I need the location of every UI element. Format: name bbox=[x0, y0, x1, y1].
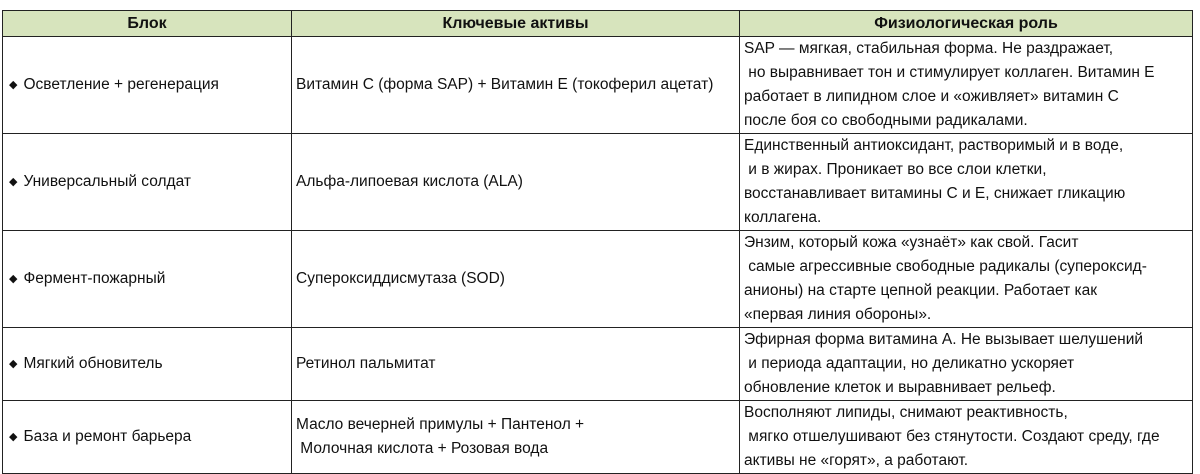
role-line: восстанавливает витамины C и E, снижает гликацию bbox=[744, 185, 1126, 202]
block-label: Осветление + регенерация bbox=[23, 75, 219, 93]
diamond-bullet-icon: ◆ bbox=[9, 272, 18, 285]
role-line: и в жирах. Проникает во все слои клетки, bbox=[744, 161, 1047, 178]
role-line: SAP — мягкая, стабильная форма. Не раздражает, bbox=[744, 40, 1114, 57]
assets-cell bbox=[292, 401, 740, 474]
role-cell bbox=[740, 328, 1193, 401]
table-row bbox=[3, 134, 1193, 231]
header-role: Физиологическая роль bbox=[740, 11, 1193, 37]
assets-line: Альфа-липоевая кислота (ALA) bbox=[296, 173, 523, 190]
block-cell bbox=[3, 401, 292, 474]
block-cell bbox=[3, 134, 292, 231]
info-table bbox=[2, 10, 1193, 474]
role-line: и периода адаптации, но деликатно ускоряет bbox=[744, 355, 1075, 372]
block-cell bbox=[3, 328, 292, 401]
role-line: обновление клеток и выравнивает рельеф. bbox=[744, 379, 1056, 396]
role-line: «первая линия обороны». bbox=[744, 306, 932, 323]
assets-line: Молочная кислота + Розовая вода bbox=[296, 440, 549, 457]
role-line: Восполняют липиды, снимают реактивность, bbox=[744, 404, 1068, 421]
assets-line: Ретинол пальмитат bbox=[296, 355, 436, 372]
diamond-bullet-icon: ◆ bbox=[9, 430, 18, 443]
assets-cell bbox=[292, 134, 740, 231]
diamond-bullet-icon: ◆ bbox=[9, 78, 18, 91]
header-assets: Ключевые активы bbox=[292, 11, 740, 37]
role-line: мягко отшелушивают без стянутости. Создают среду, где bbox=[744, 428, 1160, 445]
table-row bbox=[3, 37, 1193, 134]
diamond-bullet-icon: ◆ bbox=[9, 357, 18, 370]
diamond-bullet-icon: ◆ bbox=[9, 175, 18, 188]
assets-cell bbox=[292, 328, 740, 401]
block-label: Фермент-пожарный bbox=[23, 269, 166, 287]
assets-line: Витамин C (форма SAP) + Витамин Е (токоферил ацетат) bbox=[296, 76, 714, 93]
role-cell bbox=[740, 401, 1193, 474]
assets-line: Супероксиддисмутаза (SOD) bbox=[296, 270, 505, 287]
block-label: База и ремонт барьера bbox=[23, 427, 192, 445]
block-cell bbox=[3, 37, 292, 134]
role-line: работает в липидном слое и «оживляет» витамин C bbox=[744, 88, 1119, 105]
role-line: после боя со свободными радикалами. bbox=[744, 112, 1028, 129]
role-cell bbox=[740, 134, 1193, 231]
header-block: Блок bbox=[3, 11, 292, 37]
table-row bbox=[3, 231, 1193, 328]
assets-cell bbox=[292, 37, 740, 134]
role-line: Эфирная форма витамина А. Не вызывает шелушений bbox=[744, 331, 1144, 348]
assets-line: Масло вечерней примулы + Пантенол + bbox=[296, 416, 585, 433]
role-line: Единственный антиоксидант, растворимый и в воде, bbox=[744, 137, 1124, 154]
block-cell bbox=[3, 231, 292, 328]
role-cell bbox=[740, 231, 1193, 328]
table-row bbox=[3, 328, 1193, 401]
block-label: Мягкий обновитель bbox=[23, 354, 163, 372]
role-cell bbox=[740, 37, 1193, 134]
role-line: коллагена. bbox=[744, 209, 822, 226]
block-label: Универсальный солдат bbox=[23, 172, 191, 190]
header-row bbox=[3, 11, 1193, 37]
role-line: Энзим, который кожа «узнаёт» как свой. Гасит bbox=[744, 234, 1079, 251]
table-row bbox=[3, 401, 1193, 474]
role-line: анионы) на старте цепной реакции. Работает как bbox=[744, 282, 1098, 299]
role-line: но выравнивает тон и стимулирует коллаген. Витамин Е bbox=[744, 64, 1155, 81]
assets-cell bbox=[292, 231, 740, 328]
role-line: активы не «горят», а работают. bbox=[744, 452, 969, 469]
role-line: самые агрессивные свободные радикалы (супероксид- bbox=[744, 258, 1147, 275]
